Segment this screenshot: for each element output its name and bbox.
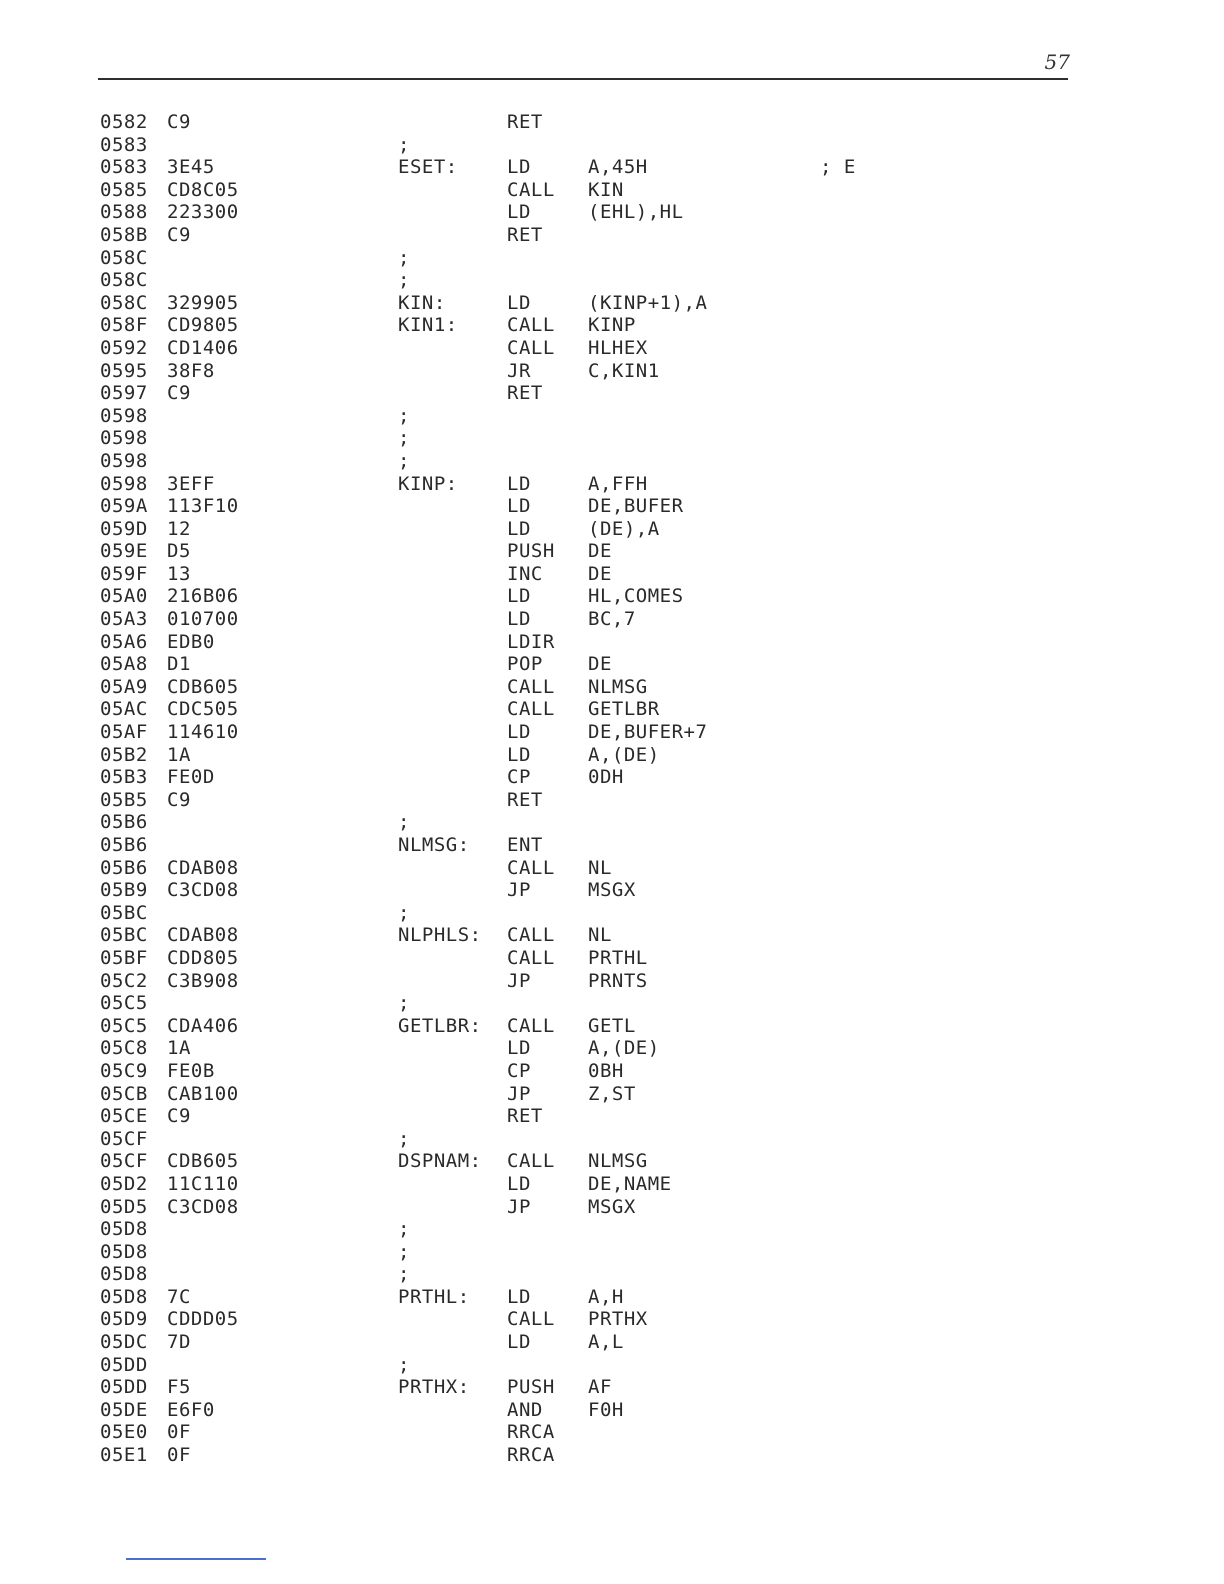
listing-address: 05C2 <box>100 969 148 992</box>
listing-mnemonic: CALL <box>507 336 555 359</box>
listing-mnemonic: LD <box>507 743 531 766</box>
listing-mnemonic: PUSH <box>507 1376 555 1399</box>
listing-mnemonic: LDIR <box>507 630 555 653</box>
listing-mnemonic: LD <box>507 495 531 518</box>
listing-address: 05DD <box>100 1376 148 1399</box>
listing-label: ; <box>398 427 410 450</box>
listing-machine-code: 329905 <box>167 291 239 314</box>
listing-address: 05DE <box>100 1398 148 1421</box>
listing-address: 05E0 <box>100 1421 148 1444</box>
listing-address: 058B <box>100 223 148 246</box>
listing-address: 0598 <box>100 449 148 472</box>
listing-address: 05DD <box>100 1353 148 1376</box>
listing-mnemonic: LD <box>507 1285 531 1308</box>
footnote-rule <box>126 1558 266 1560</box>
listing-mnemonic: CALL <box>507 1308 555 1331</box>
listing-machine-code: 7C <box>167 1285 191 1308</box>
listing-address: 05AC <box>100 698 148 721</box>
listing-mnemonic: AND <box>507 1398 543 1421</box>
listing-label: ESET: <box>398 156 458 179</box>
listing-machine-code: D5 <box>167 540 191 563</box>
listing-machine-code: C3B908 <box>167 969 239 992</box>
listing-operand: A,(DE) <box>588 743 660 766</box>
listing-machine-code: EDB0 <box>167 630 215 653</box>
listing-machine-code: CDDD05 <box>167 1308 239 1331</box>
listing-machine-code: CD9805 <box>167 314 239 337</box>
listing-operand: HL,COMES <box>588 585 684 608</box>
listing-address: 05CF <box>100 1127 148 1150</box>
listing-machine-code: 3E45 <box>167 156 215 179</box>
listing-operand: C,KIN1 <box>588 359 660 382</box>
listing-operand: A,45H <box>588 156 648 179</box>
listing-address: 05CF <box>100 1150 148 1173</box>
listing-address: 05C9 <box>100 1059 148 1082</box>
listing-label: KIN: <box>398 291 446 314</box>
listing-address: 059E <box>100 540 148 563</box>
listing-operand: KIN <box>588 178 624 201</box>
listing-address: 059A <box>100 495 148 518</box>
listing-address: 05A0 <box>100 585 148 608</box>
listing-address: 059D <box>100 517 148 540</box>
listing-label: ; <box>398 246 410 269</box>
listing-operand: GETLBR <box>588 698 660 721</box>
listing-operand: NLMSG <box>588 675 648 698</box>
listing-mnemonic: ENT <box>507 834 543 856</box>
listing-machine-code: CDB605 <box>167 675 239 698</box>
listing-machine-code: 0F <box>167 1421 191 1444</box>
listing-machine-code: CDAB08 <box>167 856 239 879</box>
listing-address: 05C5 <box>100 1014 148 1037</box>
listing-mnemonic: RET <box>507 382 543 405</box>
listing-label: ; <box>398 1353 410 1376</box>
listing-machine-code: E6F0 <box>167 1398 215 1421</box>
listing-address: 058C <box>100 246 148 269</box>
listing-machine-code: CDD805 <box>167 946 239 969</box>
listing-label: ; <box>398 404 410 427</box>
listing-operand: AF <box>588 1376 612 1399</box>
listing-operand: MSGX <box>588 879 636 902</box>
listing-address: 05BC <box>100 924 148 947</box>
listing-machine-code: D1 <box>167 653 191 676</box>
listing-address: 0592 <box>100 336 148 359</box>
listing-label: ; <box>398 449 410 472</box>
listing-address: 05D5 <box>100 1195 148 1218</box>
listing-mnemonic: CALL <box>507 314 555 337</box>
listing-machine-code: 113F10 <box>167 495 239 518</box>
listing-address: 058C <box>100 291 148 314</box>
listing-address: 0583 <box>100 156 148 179</box>
listing-address: 05C8 <box>100 1037 148 1060</box>
listing-machine-code: 12 <box>167 517 191 540</box>
listing-machine-code: 1A <box>167 743 191 766</box>
listing-operand: (EHL),HL <box>588 201 684 224</box>
listing-label: NLPHLS: <box>398 924 482 947</box>
listing-label: ; <box>398 992 410 1015</box>
listing-address: 05B3 <box>100 766 148 789</box>
listing-machine-code: C9 <box>167 788 191 811</box>
listing-address: 05B2 <box>100 743 148 766</box>
listing-label: KINP: <box>398 472 458 495</box>
listing-address: 0598 <box>100 472 148 495</box>
listing-mnemonic: LD <box>507 201 531 224</box>
listing-operand: KINP <box>588 314 636 337</box>
listing-mnemonic: CP <box>507 766 531 789</box>
listing-label: ; <box>398 1240 410 1263</box>
listing-mnemonic: CALL <box>507 856 555 879</box>
listing-address: 05A8 <box>100 653 148 676</box>
listing-operand: DE,NAME <box>588 1172 672 1195</box>
listing-mnemonic: POP <box>507 653 543 676</box>
listing-address: 05AF <box>100 721 148 744</box>
listing-address: 0585 <box>100 178 148 201</box>
listing-mnemonic: LD <box>507 156 531 179</box>
listing-operand: NLMSG <box>588 1150 648 1173</box>
listing-machine-code: C9 <box>167 111 191 133</box>
listing-comment: ; E <box>820 156 856 179</box>
listing-address: 05B6 <box>100 834 148 856</box>
listing-label: NLMSG: <box>398 834 470 856</box>
listing-operand: A,(DE) <box>588 1037 660 1060</box>
listing-mnemonic: CALL <box>507 946 555 969</box>
listing-label: PRTHL: <box>398 1285 470 1308</box>
listing-mnemonic: JR <box>507 359 531 382</box>
listing-mnemonic: LD <box>507 721 531 744</box>
listing-operand: PRTHX <box>588 1308 648 1331</box>
listing-address: 05C5 <box>100 992 148 1015</box>
listing-address: 05D2 <box>100 1172 148 1195</box>
listing-machine-code: 223300 <box>167 201 239 224</box>
listing-label: DSPNAM: <box>398 1150 482 1173</box>
listing-machine-code: FE0D <box>167 766 215 789</box>
listing-mnemonic: PUSH <box>507 540 555 563</box>
listing-mnemonic: JP <box>507 969 531 992</box>
page-number: 57 <box>1044 50 1070 74</box>
listing-address: 0588 <box>100 201 148 224</box>
listing-mnemonic: JP <box>507 1082 531 1105</box>
listing-address: 0597 <box>100 382 148 405</box>
listing-operand: Z,ST <box>588 1082 636 1105</box>
listing-address: 05DC <box>100 1331 148 1354</box>
listing-machine-code: CDC505 <box>167 698 239 721</box>
listing-machine-code: C3CD08 <box>167 1195 239 1218</box>
listing-address: 05A6 <box>100 630 148 653</box>
listing-machine-code: 114610 <box>167 721 239 744</box>
listing-address: 05D8 <box>100 1285 148 1308</box>
listing-mnemonic: LD <box>507 585 531 608</box>
listing-mnemonic: RRCA <box>507 1444 555 1467</box>
listing-label: KIN1: <box>398 314 458 337</box>
listing-machine-code: C3CD08 <box>167 879 239 902</box>
listing-operand: (DE),A <box>588 517 660 540</box>
listing-mnemonic: CALL <box>507 924 555 947</box>
listing-operand: DE,BUFER+7 <box>588 721 708 744</box>
listing-mnemonic: CP <box>507 1059 531 1082</box>
listing-machine-code: C9 <box>167 382 191 405</box>
listing-address: 05A9 <box>100 675 148 698</box>
listing-address: 058C <box>100 269 148 292</box>
listing-machine-code: CDB605 <box>167 1150 239 1173</box>
listing-machine-code: 38F8 <box>167 359 215 382</box>
listing-operand: 0BH <box>588 1059 624 1082</box>
listing-mnemonic: LD <box>507 1037 531 1060</box>
listing-operand: DE <box>588 540 612 563</box>
listing-operand: HLHEX <box>588 336 648 359</box>
listing-machine-code: CD1406 <box>167 336 239 359</box>
listing-mnemonic: LD <box>507 472 531 495</box>
listing-machine-code: CD8C05 <box>167 178 239 201</box>
listing-address: 0583 <box>100 133 148 156</box>
listing-operand: BC,7 <box>588 608 636 631</box>
listing-address: 05B6 <box>100 811 148 834</box>
listing-label: ; <box>398 1127 410 1150</box>
listing-machine-code: CDA406 <box>167 1014 239 1037</box>
listing-mnemonic: INC <box>507 562 543 585</box>
listing-mnemonic: RRCA <box>507 1421 555 1444</box>
listing-machine-code: 1A <box>167 1037 191 1060</box>
listing-mnemonic: RET <box>507 788 543 811</box>
listing-operand: PRTHL <box>588 946 648 969</box>
listing-address: 05B9 <box>100 879 148 902</box>
listing-machine-code: 3EFF <box>167 472 215 495</box>
listing-mnemonic: RET <box>507 1105 543 1128</box>
listing-label: ; <box>398 1263 410 1286</box>
listing-mnemonic: LD <box>507 1172 531 1195</box>
listing-label: GETLBR: <box>398 1014 482 1037</box>
listing-operand: 0DH <box>588 766 624 789</box>
listing-machine-code: 0F <box>167 1444 191 1467</box>
listing-machine-code: CAB100 <box>167 1082 239 1105</box>
header-rule <box>98 78 1068 80</box>
listing-label: ; <box>398 811 410 834</box>
listing-address: 05B5 <box>100 788 148 811</box>
listing-address: 05D9 <box>100 1308 148 1331</box>
listing-label: ; <box>398 901 410 924</box>
listing-mnemonic: JP <box>507 1195 531 1218</box>
listing-address: 05A3 <box>100 608 148 631</box>
listing-operand: (KINP+1),A <box>588 291 708 314</box>
listing-address: 0598 <box>100 404 148 427</box>
listing-mnemonic: JP <box>507 879 531 902</box>
listing-machine-code: 010700 <box>167 608 239 631</box>
listing-address: 05D8 <box>100 1240 148 1263</box>
listing-operand: F0H <box>588 1398 624 1421</box>
listing-address: 0582 <box>100 111 148 133</box>
listing-mnemonic: LD <box>507 1331 531 1354</box>
listing-machine-code: 7D <box>167 1331 191 1354</box>
listing-operand: NL <box>588 924 612 947</box>
listing-machine-code: 13 <box>167 562 191 585</box>
listing-mnemonic: CALL <box>507 178 555 201</box>
listing-machine-code: FE0B <box>167 1059 215 1082</box>
listing-operand: A,L <box>588 1331 624 1354</box>
listing-address: 05CB <box>100 1082 148 1105</box>
listing-address: 05BF <box>100 946 148 969</box>
listing-machine-code: F5 <box>167 1376 191 1399</box>
listing-address: 05E1 <box>100 1444 148 1467</box>
listing-address: 05D8 <box>100 1218 148 1241</box>
listing-machine-code: CDAB08 <box>167 924 239 947</box>
listing-operand: PRNTS <box>588 969 648 992</box>
listing-label: ; <box>398 133 410 156</box>
listing-mnemonic: CALL <box>507 1150 555 1173</box>
listing-address: 059F <box>100 562 148 585</box>
listing-machine-code: 216B06 <box>167 585 239 608</box>
listing-mnemonic: LD <box>507 517 531 540</box>
listing-address: 05B6 <box>100 856 148 879</box>
listing-address: 05D8 <box>100 1263 148 1286</box>
listing-mnemonic: LD <box>507 608 531 631</box>
listing-machine-code: 11C110 <box>167 1172 239 1195</box>
listing-operand: MSGX <box>588 1195 636 1218</box>
listing-operand: A,FFH <box>588 472 648 495</box>
listing-operand: NL <box>588 856 612 879</box>
listing-operand: GETL <box>588 1014 636 1037</box>
listing-operand: DE,BUFER <box>588 495 684 518</box>
listing-mnemonic: RET <box>507 223 543 246</box>
listing-machine-code: C9 <box>167 223 191 246</box>
listing-operand: DE <box>588 562 612 585</box>
listing-mnemonic: RET <box>507 111 543 133</box>
listing-address: 0595 <box>100 359 148 382</box>
listing-machine-code: C9 <box>167 1105 191 1128</box>
listing-address: 05CE <box>100 1105 148 1128</box>
listing-mnemonic: CALL <box>507 1014 555 1037</box>
listing-mnemonic: CALL <box>507 698 555 721</box>
listing-address: 058F <box>100 314 148 337</box>
listing-label: PRTHX: <box>398 1376 470 1399</box>
listing-operand: A,H <box>588 1285 624 1308</box>
listing-label: ; <box>398 1218 410 1241</box>
listing-address: 0598 <box>100 427 148 450</box>
listing-address: 05BC <box>100 901 148 924</box>
listing-label: ; <box>398 269 410 292</box>
listing-mnemonic: CALL <box>507 675 555 698</box>
listing-operand: DE <box>588 653 612 676</box>
listing-mnemonic: LD <box>507 291 531 314</box>
